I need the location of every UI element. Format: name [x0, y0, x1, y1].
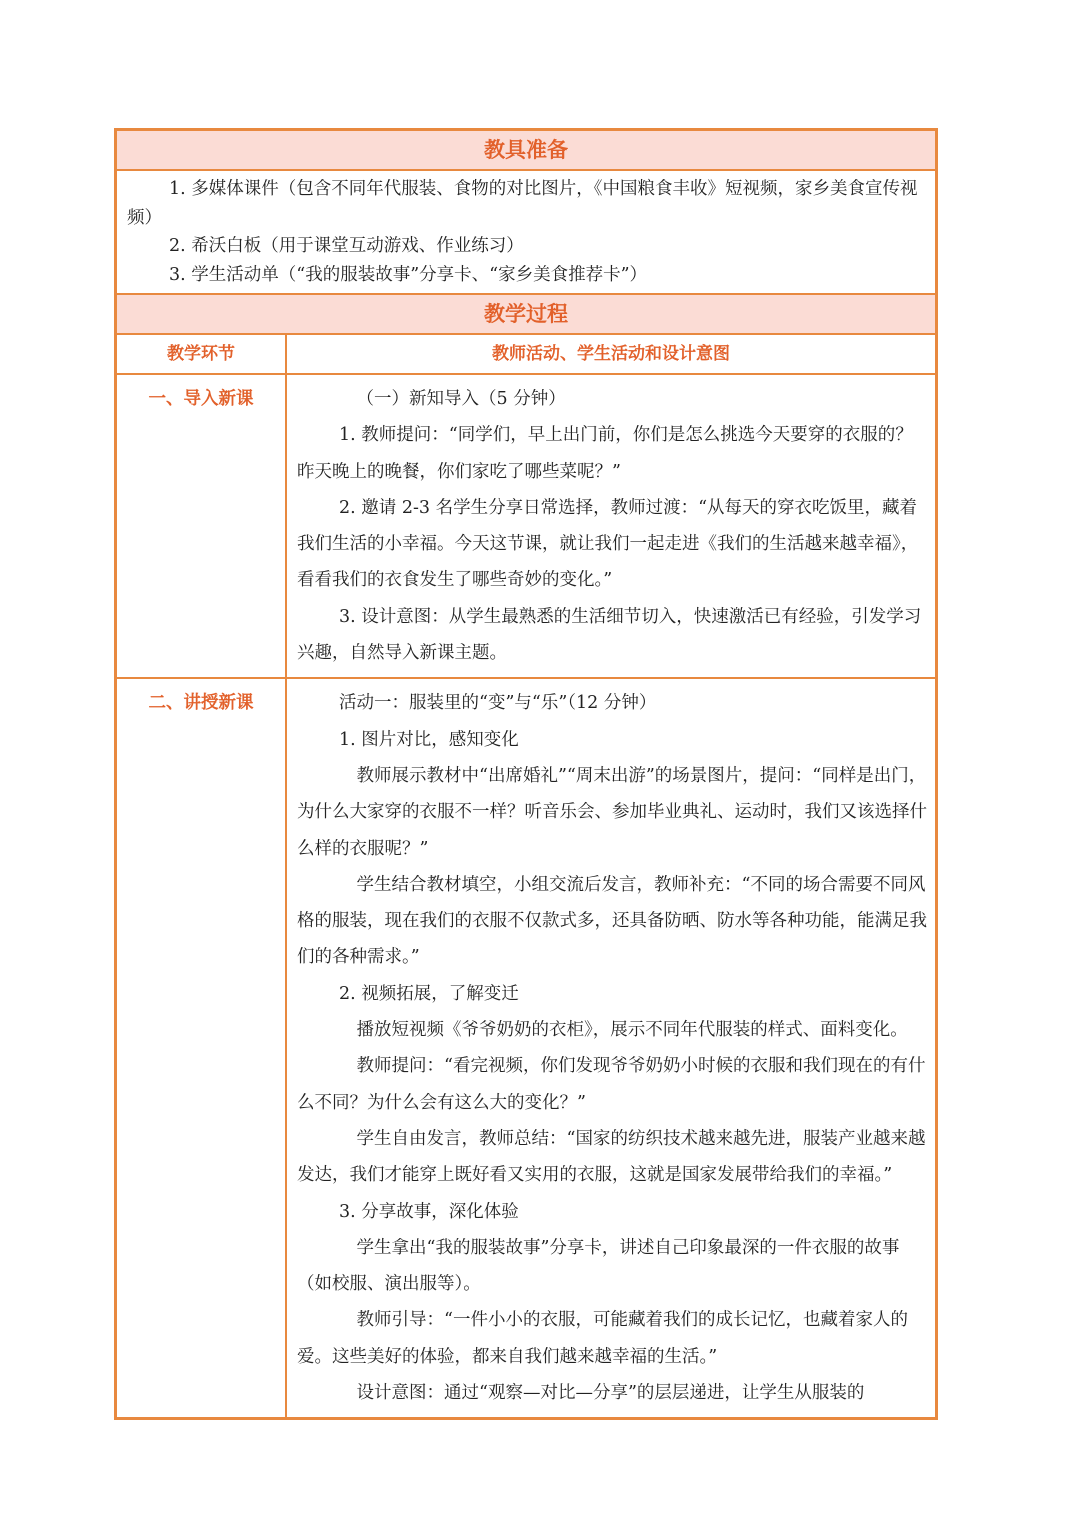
column-header-stage: 教学环节 — [117, 335, 287, 373]
table-row-intro — [117, 375, 935, 679]
step-heading-3: 3. 分享故事，深化体验 — [339, 1201, 519, 1222]
step-heading-2: 2. 视频拓展，了解变迁 — [339, 983, 519, 1004]
step-heading-1: 1. 图片对比，感知变化 — [339, 729, 519, 750]
teaching-paragraph-3: 播放短视频《爷爷奶奶的衣柜》，展示不同年代服装的样式、面料变化。 — [356, 1020, 908, 1041]
teaching-paragraph-7: 教师引导：“一件小小的衣服，可能藏着我们的成长记忆，也藏着家人的爱。这些美好的体验，都来自我们越来越幸福的生活。” — [297, 1310, 908, 1367]
teaching-paragraph-8: 设计意图：通过“观察—对比—分享”的层层递进，让学生从服装的 — [356, 1383, 865, 1404]
stage-cell-intro — [117, 375, 287, 677]
content-cell-teaching — [287, 679, 935, 1417]
table-row-teaching — [117, 679, 935, 1417]
column-header-content: 教师活动、学生活动和设计意图 — [492, 344, 730, 364]
prep-item-3: 3. 学生活动单（“我的服装故事”分享卡、“家乡美食推荐卡”） — [169, 264, 648, 285]
process-header: 教学过程 — [117, 295, 935, 335]
teaching-paragraph-6: 学生拿出“我的服装故事”分享卡，讲述自己印象最深的一件衣服的故事（如校服、演出服等）。 — [297, 1237, 900, 1295]
intro-subtitle: （一）新知导入（5 分钟） — [356, 389, 566, 409]
lesson-plan-table — [114, 128, 938, 1420]
column-header-row — [117, 335, 935, 375]
content-cell-intro — [287, 375, 935, 677]
teaching-paragraph-5: 学生自由发言，教师总结：“国家的纺织技术越来越先进，服装产业越来越发达，我们才能穿上既好看又实用的衣服，这就是国家发展带给我们的幸福。” — [297, 1128, 926, 1186]
prep-header: 教具准备 — [117, 131, 935, 171]
stage-cell-teaching — [117, 679, 287, 1417]
prep-list — [117, 171, 935, 295]
intro-paragraph-2: 2. 邀请 2-3 名学生分享日常选择，教师过渡：“从每天的穿衣吃饭里，藏着我们生活的小幸福。今天这节课，就让我们一起走进《我们的生活越来越幸福》，看看我们的衣食发生了哪些奇妙的变化。” — [297, 497, 919, 591]
stage-label-teaching: 二、讲授新课 — [148, 693, 254, 714]
intro-paragraph-1: 1. 教师提问：“同学们，早上出门前，你们是怎么挑选今天要穿的衣服的？昨天晚上的晚餐，你们家吃了哪些菜呢？” — [297, 425, 913, 482]
activity-title: 活动一：服装里的“变”与“乐”（12 分钟） — [339, 693, 657, 714]
teaching-paragraph-2: 学生结合教材填空，小组交流后发言，教师补充：“不同的场合需要不同风格的服装，现在我们的衣服不仅款式多，还具备防晒、防水等各种功能，能满足我们的各种需求。” — [297, 874, 927, 968]
intro-paragraph-3: 3. 设计意图：从学生最熟悉的生活细节切入，快速激活已有经验，引发学习兴趣，自然导入新课主题。 — [297, 606, 922, 664]
prep-item-2: 2. 希沃白板（用于课堂互动游戏、作业练习） — [169, 236, 524, 256]
stage-label-intro: 一、导入新课 — [148, 389, 254, 409]
teaching-paragraph-4: 教师提问：“看完视频，你们发现爷爷奶奶小时候的衣服和我们现在的有什么不同？为什么会有这么大的变化？” — [297, 1056, 926, 1113]
teaching-paragraph-1: 教师展示教材中“出席婚礼”“周末出游”的场景图片，提问：“同样是出门，为什么大家穿的衣服不一样？听音乐会、参加毕业典礼、运动时，我们又该选择什么样的衣服呢？” — [297, 765, 927, 859]
prep-item-1: 1. 多媒体课件（包含不同年代服装、食物的对比图片，《中国粮食丰收》短视频，家乡美食宣传视频） — [127, 179, 918, 228]
